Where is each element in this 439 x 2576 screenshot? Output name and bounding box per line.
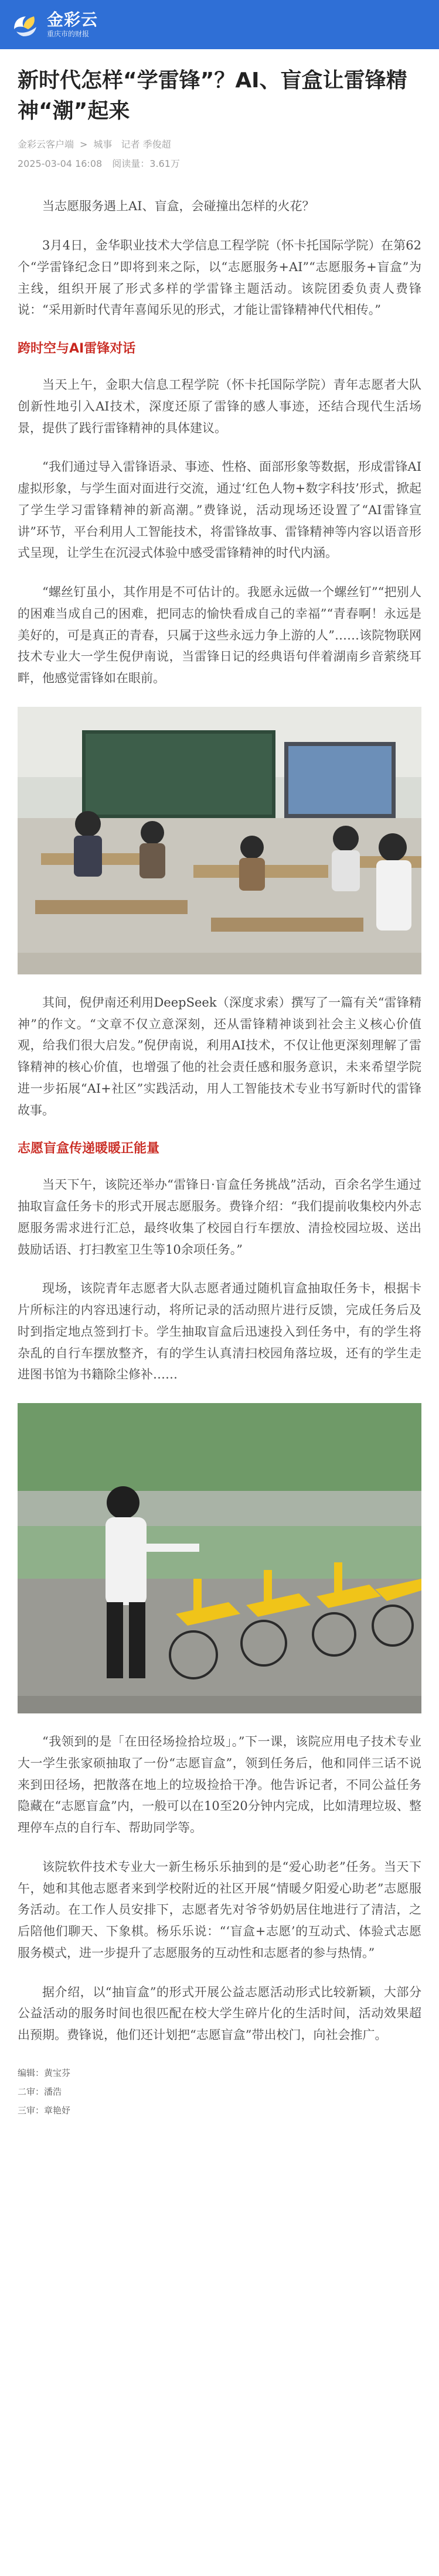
classroom-photo[interactable]	[18, 707, 421, 974]
review3-credit: 三审：章艳妤	[18, 2105, 71, 2116]
brand-name: 金彩云	[47, 10, 98, 29]
article-footer	[18, 2064, 421, 2120]
brand-subtitle: 重庆市的财报	[47, 29, 90, 38]
article-paragraph: 当天下午，该院还举办“雷锋日·盲盒任务挑战”活动，百余名学生通过抽取盲盒任务卡的形式开展志愿服务。费锋介绍：“我们提前收集校内外志愿服务需求进行汇总，最终收集了校园自行车摆放、清捡校园垃圾、送出鼓励话语、打扫教室卫生等10余项任务。”	[18, 1178, 421, 1257]
section-heading: 跨时空与AI雷锋对话	[18, 341, 136, 357]
review2-credit: 二审：潘浩	[18, 2086, 62, 2098]
article-paragraph: 该院软件技术专业大一新生杨乐乐抽到的是“爱心助老”任务。当天下午，她和其他志愿者来到学校附近的社区开展“情暖夕阳爱心助老”志愿服务活动。在工作人员安排下，志愿者先对爷爷奶奶居住地进行了清洁，之后陪他们聊天、下象棋。杨乐乐说：“‘盲盒+志愿’的互动式、体验式志愿服务模式，进一步提升了志愿服务的互动性和志愿者的参与热情。”	[18, 1859, 421, 1960]
editor-credit: 编辑：黄宝芬	[18, 2067, 71, 2078]
article-paragraph: 其间，倪伊南还利用DeepSeek（深度求索）撰写了一篇有关“雷锋精神”的作文。“文章不仅立意深刻，还从雷锋精神谈到社会主义核心价值观，给我们很大启发。”倪伊南说，利用AI技术，不仅让他更深刻理解了雷锋精神的核心价值，也增强了他的社会责任感和服务意识，未来希望学院进一步拓展“AI+社区”实践活动，用人工智能技术专业书写新时代的雷锋故事。	[18, 995, 421, 1117]
article	[0, 49, 439, 2120]
article-byline	[18, 137, 421, 150]
article-datetime: 2025-03-04 16:08	[18, 158, 103, 170]
bicycle-photo[interactable]	[18, 1403, 421, 1713]
article-paragraph: 当天上午，金职大信息工程学院（怀卡托国际学院）青年志愿者大队创新性地引入AI技术，深度还原了雷锋的感人事迹，还结合现代生活场景，提供了践行雷锋精神的具体建议。	[18, 378, 421, 435]
article-paragraph: 据介绍，以“抽盲盒”的形式开展公益志愿活动形式比较新颖，大部分公益活动的服务时间也很匹配在校大学生碎片化的生活时间，活动效果超出预期。费锋说，他们还计划把“志愿盲盒”带出校门，向社会推广。	[18, 1985, 421, 2043]
section-heading: 志愿盲盒传递暖暖正能量	[18, 1141, 160, 1157]
article-paragraph: 3月4日，金华职业技术大学信息工程学院（怀卡托国际学院）在第62个“学雷锋纪念日”即将到来之际，以“志愿服务+AI”“志愿服务+盲盒”为主线，组织开展了形式多样的学雷锋主题活动。该院团委负责人费锋说：“采用新时代青年喜闻乐见的形式，才能让雷锋精神代代相传。”	[18, 238, 421, 317]
article-channel[interactable]: 城事	[93, 139, 113, 150]
article-reporter: 记者 季俊超	[121, 139, 171, 150]
app-header	[0, 0, 439, 49]
article-meta	[18, 156, 421, 170]
article-paragraph: 现场，该院青年志愿者大队志愿者通过随机盲盒抽取任务卡，根据卡片所标注的内容迅速行动，将所记录的活动照片进行反馈，完成任务后及时到指定地点签到打卡。学生抽取盲盒后迅速投入到任务中，有的学生将杂乱的自行车摆放整齐，有的学生认真清扫校园角落垃圾，还有的学生走进图书馆为书籍除尘修补……	[18, 1281, 421, 1382]
article-source[interactable]: 金彩云客户端	[18, 139, 74, 150]
article-views: 阅读量：3.61万	[112, 158, 180, 170]
brand-logo-icon	[11, 9, 41, 40]
article-paragraph: “我们通过导入雷锋语录、事迹、性格、面部形象等数据，形成雷锋AI虚拟形象，与学生面对面进行交流，通过‘红色人物+数字科技’形式，掀起了学生学习雷锋精神的新高潮。”费锋说，活动现场还设置了“AI雷锋宣讲”环节，平台利用人工智能技术，将雷锋故事、雷锋精神等内容以语音形式呈现，让学生在沉浸式体验中感受雷锋精神的时代内涵。	[18, 460, 421, 560]
article-title: 新时代怎样“学雷锋”？AI、盲盒让雷锋精神“潮”起来	[18, 69, 407, 124]
brand-logo[interactable]	[11, 9, 98, 40]
article-paragraph: 当志愿服务遇上AI、盲盒，会碰撞出怎样的火花？	[42, 199, 315, 214]
article-paragraph: “螺丝钉虽小，其作用是不可估计的。我愿永远做一个螺丝钉”“把别人的困难当成自己的困难，把同志的愉快看成自己的幸福”“青春啊！永远是美好的，可是真正的青春，只属于这些永远力争上游的人”……该院物联网技术专业大一学生倪伊南说，当雷锋日记的经典语句伴着湖南乡音萦绕耳畔，他感觉雷锋如在眼前。	[18, 585, 421, 686]
article-paragraph: “我领到的是「在田径场捡拾垃圾」。”下一课，该院应用电子技术专业大一学生张家硕抽取了一份“志愿盲盒”，领到任务后，他和同伴三话不说来到田径场，把散落在地上的垃圾捡拾干净。他告诉记者，不同公益任务隐藏在“志愿盲盒”内，一般可以在10至20分钟内完成，比如清理垃圾、整理停车点的自行车、帮助同学等。	[18, 1735, 421, 1835]
byline-sep: >	[80, 139, 88, 150]
